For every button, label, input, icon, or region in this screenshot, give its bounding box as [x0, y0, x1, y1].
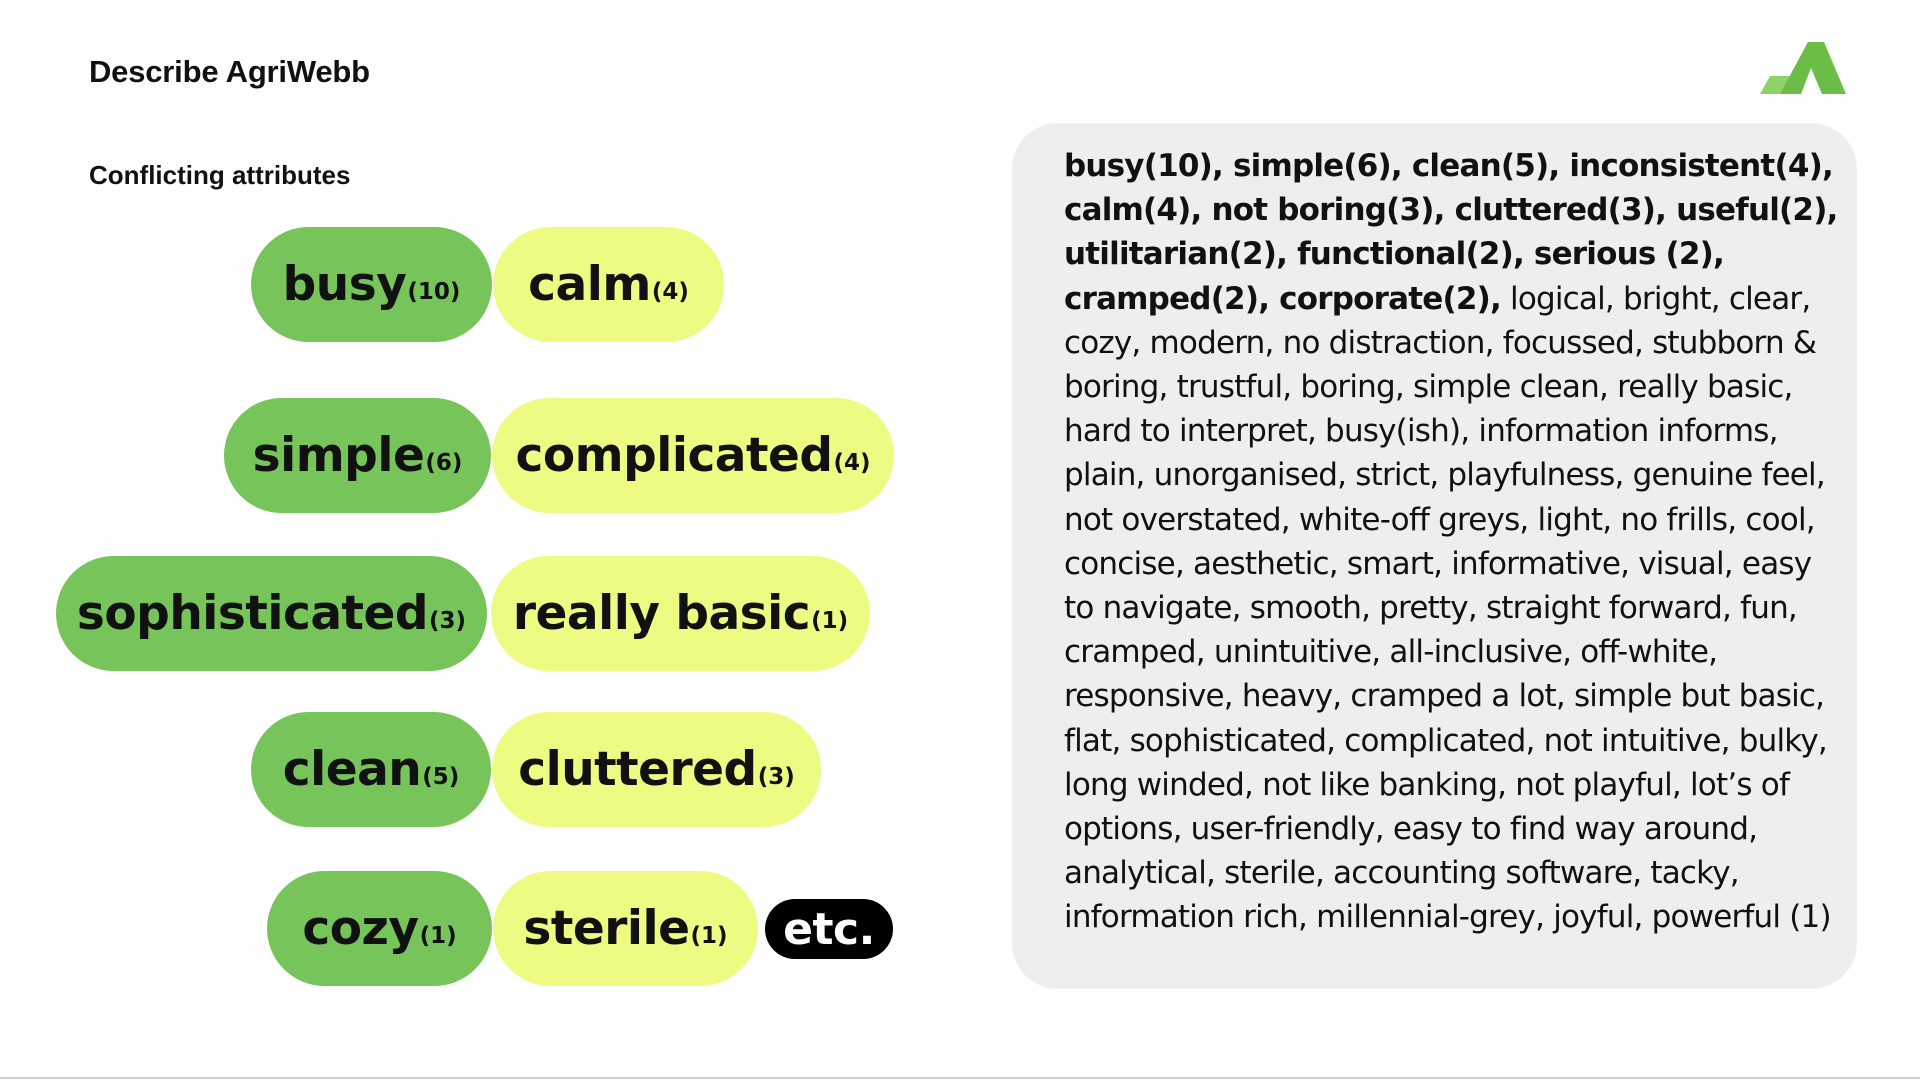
attribute-count: (1) — [419, 923, 457, 949]
summary-top-terms: busy(10), simple(6), clean(5), inconsistent(4), calm(4), not boring(3), cluttered(3), useful(2), utilitarian(2), functional(2), serious (2), cramped(2), corporate(2), — [1064, 148, 1838, 317]
attribute-count: (4) — [833, 450, 871, 476]
attribute-word: cluttered — [518, 742, 757, 797]
attribute-count: (4) — [651, 279, 689, 305]
slide-title: Describe AgriWebb — [89, 54, 370, 89]
attribute-count: (1) — [811, 608, 849, 634]
bottom-divider — [0, 1077, 1920, 1079]
attribute-pill-busy — [251, 227, 492, 342]
attribute-word: sterile — [523, 901, 690, 956]
attribute-word: complicated — [515, 428, 833, 483]
attribute-pill-sterile — [493, 871, 758, 986]
attribute-pill-cluttered — [492, 712, 821, 827]
section-heading: Conflicting attributes — [89, 160, 351, 190]
attribute-pill-simple — [224, 398, 491, 513]
attribute-pill-calm — [493, 227, 724, 342]
attribute-count: (3) — [429, 608, 467, 634]
attribute-pill-clean — [251, 712, 491, 827]
attribute-word: really basic — [512, 586, 811, 641]
attribute-pill-sophisticated — [56, 556, 487, 671]
attribute-count: (5) — [422, 764, 460, 790]
attribute-word: sophisticated — [76, 586, 429, 641]
attribute-word: cozy — [302, 901, 419, 956]
attribute-pill-cozy — [267, 871, 492, 986]
attribute-count: (3) — [757, 764, 795, 790]
summary-text — [1064, 144, 1843, 940]
etc-badge: etc. — [765, 899, 893, 959]
agriwebb-logo-icon — [1760, 42, 1846, 94]
summary-panel — [1012, 123, 1857, 989]
summary-other-terms: logical, bright, clear, cozy, modern, no distraction, focussed, stubborn & boring, trustful, boring, simple clean, really basic, hard to interpret, busy(ish), information informs, plain, unorganised, strict, playfulness, genuine feel, not overstated, white-off greys, light, no frills, cool, concise, aesthetic, smart, informative, visual, easy to navigate, smooth, pretty, straight forward, fun, cramped, unintuitive, all-inclusive, off-white, responsive, heavy, cramped a lot, simple but basic, flat, sophisticated, complicated, not intuitive, bulky, long winded, not like banking, not playful, lot’s of options, user-friendly, easy to find way around, analytical, sterile, accounting software, tacky, information rich, millennial-grey, joyful, powerful (1) — [1064, 280, 1831, 936]
attribute-pill-complicated — [492, 398, 894, 513]
attribute-pill-really-basic — [491, 556, 870, 671]
attribute-count: (6) — [425, 450, 463, 476]
attribute-count: (10) — [407, 279, 461, 305]
attribute-word: busy — [282, 257, 407, 312]
attribute-word: simple — [252, 428, 425, 483]
attribute-word: calm — [528, 257, 651, 312]
attribute-word: clean — [282, 742, 422, 797]
attribute-count: (1) — [690, 923, 728, 949]
